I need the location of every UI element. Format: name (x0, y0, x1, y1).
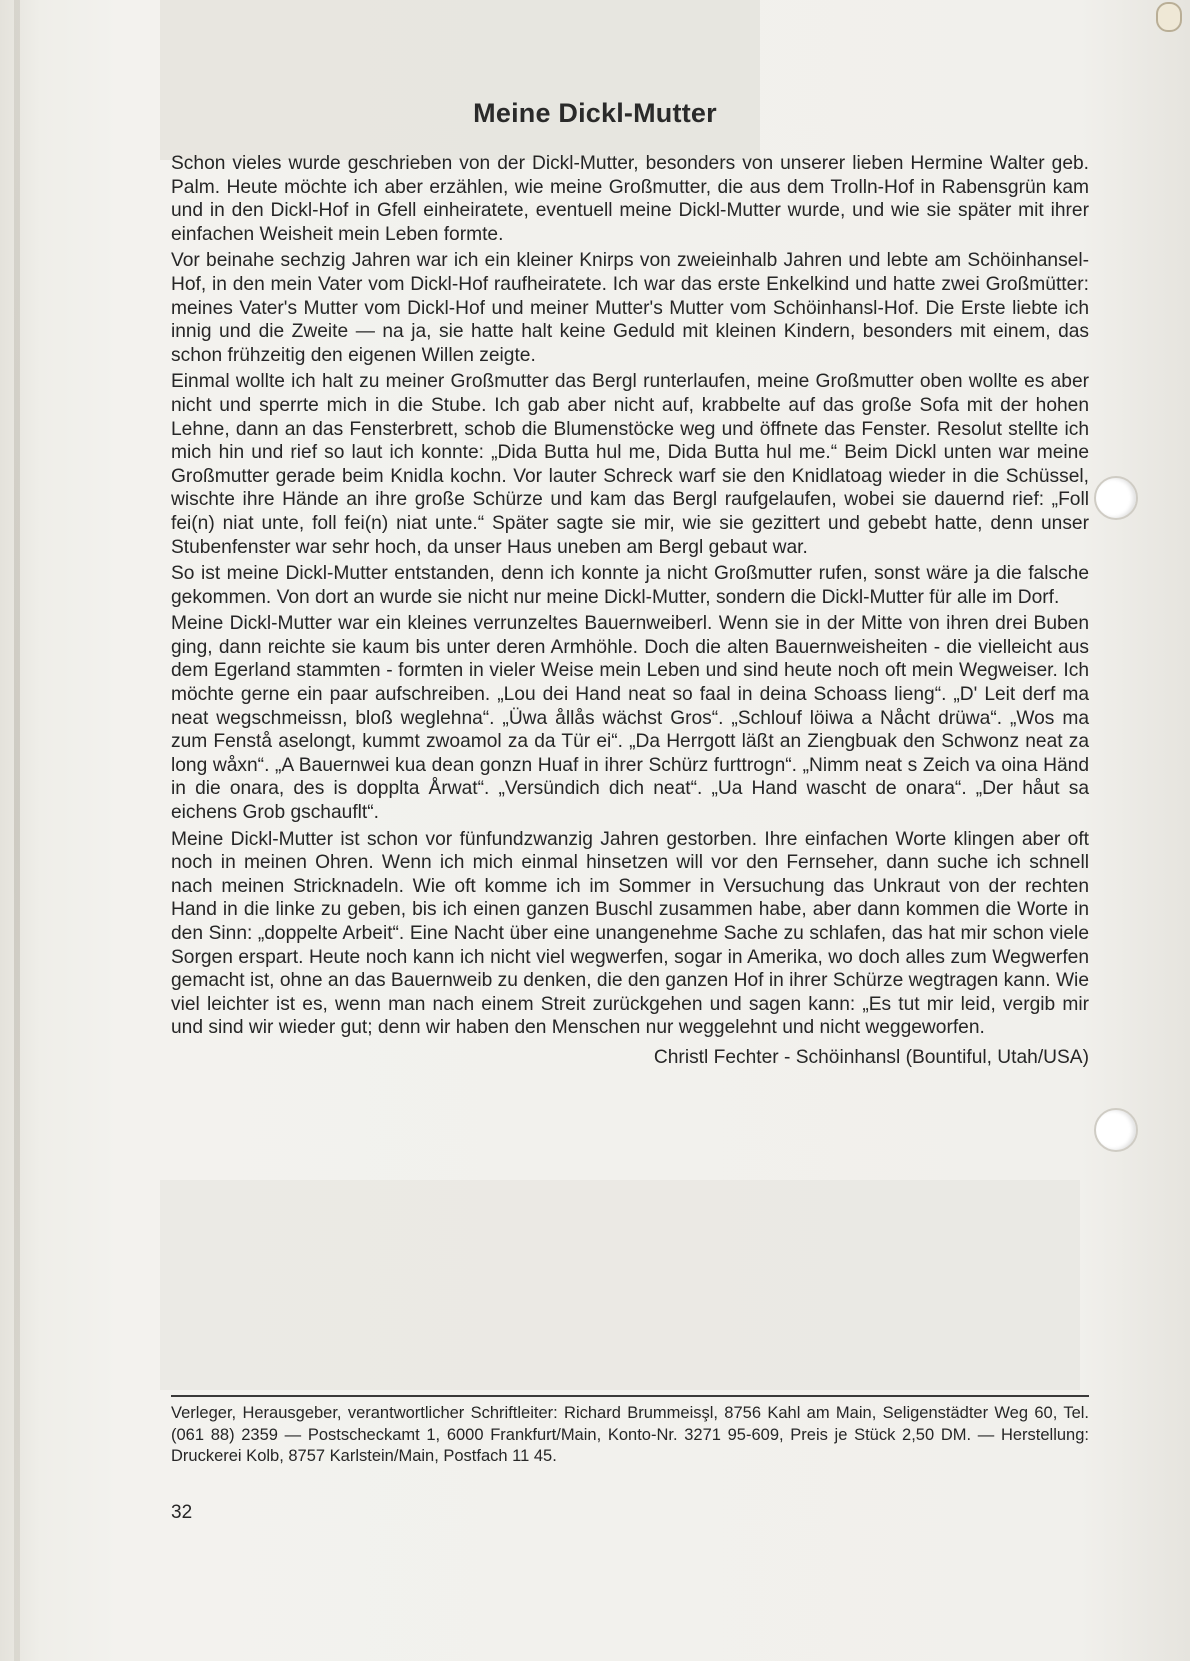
imprint-divider (171, 1395, 1089, 1397)
print-showthrough-bottom (160, 1180, 1080, 1390)
paragraph: Einmal wollte ich halt zu meiner Großmutter das Bergl runterlaufen, meine Großmutter oben wollte es aber nicht und sperrte mich in die Stube. Ich gab aber nicht auf, krabbelte auf das große Sofa mit der hohen Lehne, dann an das Fensterbrett, schob die Blumenstöcke weg und öffnete das Fenster. Resolut stellte ich mich hin und rief so laut ich konnte: „Dida Butta hul me, Dida Butta hul me.“ Beim Dickl unten war meine Großmutter gerade beim Knidla kochn. Vor lauter Schreck warf sie den Knidlatoag wieder in die Schüssel, wischte ihre Hände an ihre große Schürze und kam das Bergl raufgelaufen, wobei sie dauernd rief: „Foll fei(n) niat unte, foll fei(n) niat unte.“ Später sagte sie mir, wie sie gezittert und gebebt hatte, denn unser Stubenfenster war sehr hoch, da unser Haus uneben am Bergl gebaut war. (171, 371, 1089, 558)
page-number: 32 (171, 1502, 193, 1523)
paragraph: Meine Dickl-Mutter war ein kleines verrunzeltes Bauernweiberl. Wenn sie in der Mitte von ihren drei Buben ging, dann reichte sie kaum bis unter deren Armhöhle. Doch die alten Bauernweisheiten - die vielleicht aus dem Egerland stammten - formten in vieler Weise mein Leben und sind heute noch oft mein Wegweiser. Ich möchte gerne ein paar aufschreiben. „Lou dei Hand neat so faal in deina Schoass lieng“. „D' Leit derf ma neat wegschmeissn, bloß weglehna“. „Üwa ållås wächst Gros“. „Schlouf löiwa a Nåcht drüwa“. „Wos ma zum Fenstå aselongt, kummt zwoamol za da Tür ei“. „Da Herrgott läßt an Ziengbuak den Schwonz neat za long wåxn“. „A Bauernwei kua dean gonzn Huaf in ihrer Schürz furttrogn“. „Nimm neat s Zeich va oina Händ in die onara, des is dopplta Årwat“. „Versündich dich neat“. „Ua Hand wascht de onara“. „Der håut sa eichens Grob gschauflt“. (171, 613, 1089, 824)
paragraph: So ist meine Dickl-Mutter entstanden, denn ich konnte ja nicht Großmutter rufen, sonst wäre ja die falsche gekommen. Von dort an wurde sie nicht nur meine Dickl-Mutter, sondern die Dickl-Mutter für alle im Dorf. (171, 563, 1089, 608)
print-showthrough-top (160, 0, 760, 160)
article-body (171, 152, 1089, 1070)
publisher-imprint: Verleger, Herausgeber, verantwortlicher Schriftleiter: Richard Brummeisşl, 8756 Kahl am Main, Seligenstädter Weg 60, Tel. (061 88) 2359 — Postscheckamt 1, 6000 Frankfurt/Main, Konto-Nr. 3271 95-609, Preis je Stück 2,50 DM. — Herstellung: Druckerei Kolb, 8757 Karlstein/Main, Postfach 11 45. (171, 1404, 1089, 1465)
punch-hole-upper (1094, 476, 1138, 520)
page-corner-tab (1156, 2, 1182, 32)
punch-hole-lower (1094, 1108, 1138, 1152)
paragraph: Schon vieles wurde geschrieben von der Dickl-Mutter, besonders von unserer lieben Hermine Walter geb. Palm. Heute möchte ich aber erzählen, wie meine Großmutter, die aus dem Trolln-Hof in Rabensgrün kam und in den Dickl-Hof in Gfell einheiratete, eventuell meine Dickl-Mutter wurde, und wie sie später mit ihrer einfachen Weisheit mein Leben formte. (171, 153, 1089, 245)
paragraph: Vor beinahe sechzig Jahren war ich ein kleiner Knirps von zweieinhalb Jahren und lebte am Schöinhansel-Hof, in den mein Vater vom Dickl-Hof raufheiratete. Ich war das erste Enkelkind und hatte zwei Großmütter: meines Vater's Mutter vom Dickl-Hof und meiner Mutter's Mutter vom Schöinhansl-Hof. Die Erste liebte ich innig und die Zweite — na ja, sie hatte halt keine Geduld mit kleinen Kindern, besonders mit einem, das schon frühzeitig den eigenen Willen zeigte. (171, 250, 1089, 366)
binding-edge (14, 0, 20, 1661)
author-signature: Christl Fechter - Schöinhansl (Bountiful, Utah/USA) (653, 1046, 1089, 1068)
article-title: Meine Dickl-Mutter (473, 98, 717, 128)
paragraph: Meine Dickl-Mutter ist schon vor fünfundzwanzig Jahren gestorben. Ihre einfachen Worte klingen aber oft noch in meinen Ohren. Wenn ich mich einmal hinsetzen will vor den Fernseher, dann suche ich schnell nach meinen Stricknadeln. Wie oft komme ich im Sommer in Versuchung das Unkraut von der rechten Hand in die linke zu geben, bis ich einen ganzen Buschl zusammen habe, aber dann kommen die Worte in den Sinn: „doppelte Arbeit“. Eine Nacht über eine unangenehme Sache zu schlafen, das hat mir schon viele Sorgen erspart. Heute noch kann ich nicht viel wegwerfen, sogar in Amerika, wo doch alles zum Wegwerfen gemacht ist, ohne an das Bauernweib zu denken, die den ganzen Hof in ihrer Schürze wegtragen kann. Wie viel leichter ist es, wenn man nach einem Streit zurückgehen und sagen kann: „Es tut mir leid, vergib mir und sind wir wieder gut; denn wir haben den Menschen nur weggelehnt und nicht weggeworfen. (171, 828, 1089, 1039)
